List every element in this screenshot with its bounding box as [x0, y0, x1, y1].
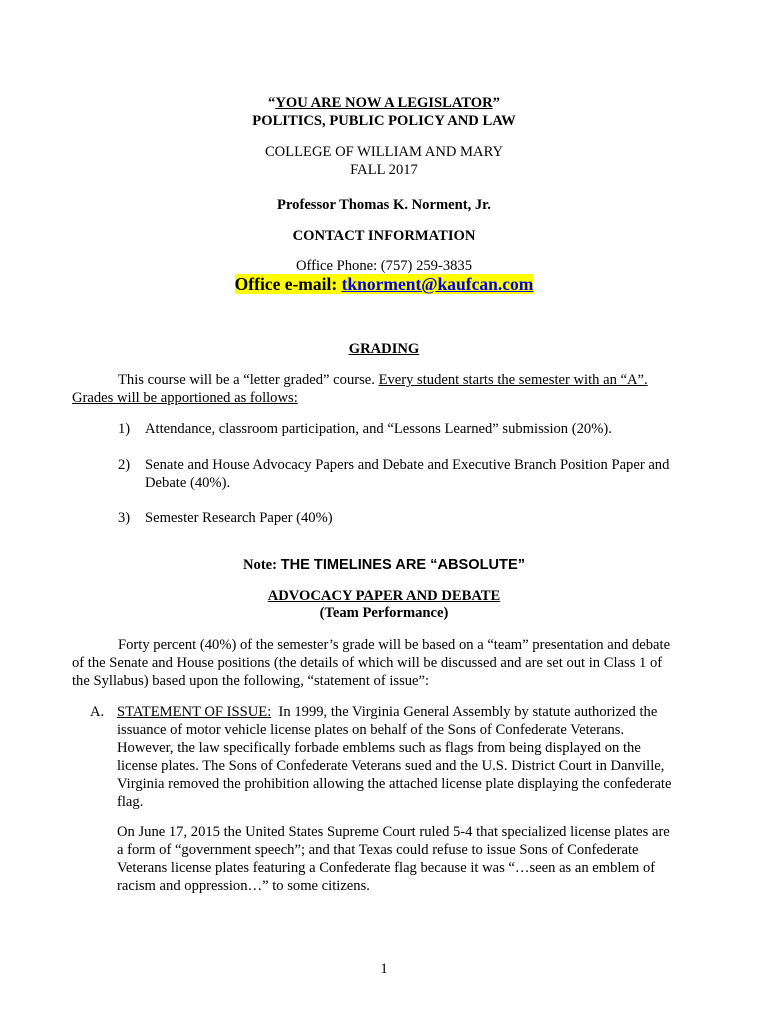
statement-text: In 1999, the Virginia General Assembly by statute authorized the	[278, 704, 658, 720]
course-title-text: YOU ARE NOW A LEGISLATOR	[275, 95, 493, 111]
professor-name: Professor Thomas K. Norment, Jr.	[277, 197, 491, 213]
grading-item-1	[118, 422, 612, 437]
title-close-quote: ”	[492, 95, 500, 111]
term: FALL 2017	[350, 162, 418, 178]
grading-heading: GRADING	[348, 341, 420, 357]
note-text: THE TIMELINES ARE “ABSOLUTE”	[280, 557, 526, 573]
advocacy-para-line: the Syllabus) based upon the following, “statement of issue”:	[72, 673, 430, 689]
advocacy-subheading: (Team Performance)	[319, 605, 449, 621]
grading-intro-line-1	[118, 373, 648, 388]
title-open-quote: “	[268, 95, 276, 111]
page-number: 1	[380, 961, 388, 977]
note-label: Note:	[242, 557, 278, 573]
statement-first-line	[90, 705, 657, 720]
course-title	[0, 96, 768, 111]
statement-line: issuance of motor vehicle license plates on behalf of the Sons of Confederate Veterans.	[117, 722, 625, 738]
list-item-text: Semester Research Paper (40%)	[145, 510, 333, 526]
list-number: 1)	[118, 421, 131, 437]
list-letter: A.	[90, 704, 105, 720]
advocacy-heading: ADVOCACY PAPER AND DEBATE	[267, 588, 501, 604]
email-link[interactable]: tknorment@kaufcan.com	[341, 274, 534, 294]
statement-label: STATEMENT OF ISSUE:	[117, 704, 272, 720]
advocacy-para-line: Forty percent (40%) of the semester’s grade will be based on a “team” presentation and debate	[118, 637, 671, 653]
grading-intro-line-2: Grades will be apportioned as follows:	[72, 390, 298, 406]
advocacy-para-line: of the Senate and House positions (the details of which will be discussed and are set out in Class 1 of	[72, 655, 663, 671]
ruling-line: On June 17, 2015 the United States Supreme Court ruled 5-4 that specialized license plates are	[117, 824, 670, 840]
ruling-line: racism and oppression…” to some citizens.	[117, 878, 370, 894]
grading-item-2-cont: Debate (40%).	[145, 475, 231, 491]
grading-item-2	[118, 458, 669, 473]
list-number: 3)	[118, 510, 131, 526]
contact-heading: CONTACT INFORMATION	[292, 228, 476, 244]
statement-line: However, the law specifically forbade emblems such as flags from being displayed on the	[117, 740, 641, 756]
grading-intro-text: This course will be a “letter graded” course.	[118, 372, 375, 388]
ruling-line: a form of “government speech”; and that Texas could refuse to issue Sons of Confederate	[117, 842, 639, 858]
email-label: Office e-mail:	[234, 274, 338, 294]
list-item-text: Attendance, classroom participation, and “Lessons Learned” submission (20%).	[145, 421, 612, 437]
college-name: COLLEGE OF WILLIAM AND MARY	[264, 144, 504, 160]
grading-intro-emphasis: Every student starts the semester with an “A”.	[378, 372, 648, 388]
statement-line: Virginia removed the prohibition allowing the attached license plate displaying the confederate	[117, 776, 672, 792]
office-email-line	[0, 276, 768, 294]
timeline-note	[0, 558, 768, 573]
course-subtitle: POLITICS, PUBLIC POLICY AND LAW	[252, 113, 516, 129]
office-phone: Office Phone: (757) 259-3835	[295, 258, 473, 274]
list-item-text: Senate and House Advocacy Papers and Debate and Executive Branch Position Paper and	[145, 457, 670, 473]
statement-line: license plates. The Sons of Confederate Veterans sued and the U.S. District Court in Danville,	[117, 758, 665, 774]
statement-line: flag.	[117, 794, 144, 810]
grading-item-3	[118, 511, 333, 526]
list-number: 2)	[118, 457, 131, 473]
ruling-line: Veterans license plates featuring a Confederate flag because it was “…seen as an emblem of	[117, 860, 656, 876]
